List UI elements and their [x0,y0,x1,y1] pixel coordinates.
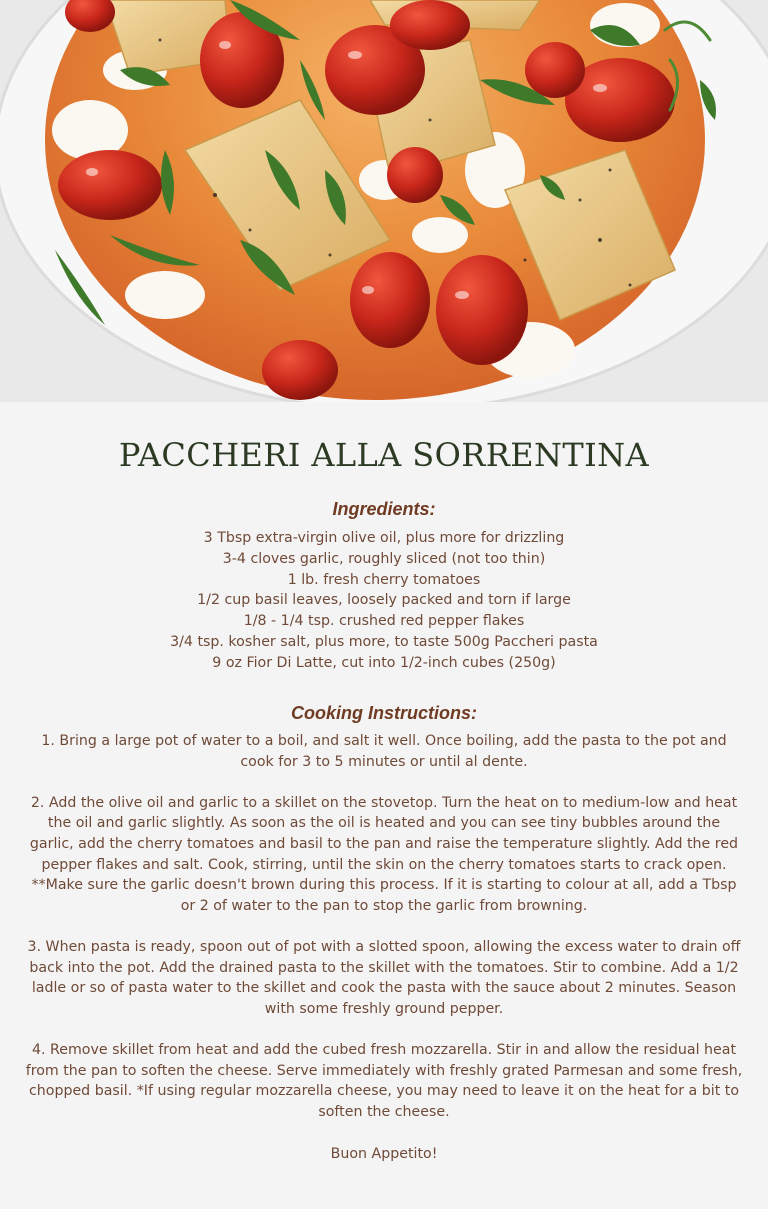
ingredients-list [20,528,748,674]
instruction-step: 1. Bring a large pot of water to a boil, and salt it well. Once boiling, add the pasta to the pot and cook for 3 to 5 minutes or until al dente. [41,733,727,770]
recipe-card [0,402,768,1209]
ingredient-item: 9 oz Fior Di Latte, cut into 1/2-inch cubes (250g) [212,654,556,671]
paccheri-dish-illustration [0,0,768,402]
instruction-step: 3. When pasta is ready, spoon out of pot with a slotted spoon, allowing the excess water to drain off back into the pot. Add the drained pasta to the skillet with the tomatoes. Stir to combine. Add a 1/2 ladle or so of pasta water to the skillet and cook the pasta with the sauce about 2 minutes. Season with some freshly ground pepper. [27,938,741,1017]
ingredient-item: 3/4 tsp. kosher salt, plus more, to taste 500g Paccheri pasta [170,633,598,650]
ingredient-item: 1/2 cup basil leaves, loosely packed and torn if large [197,592,571,609]
instruction-step: 4. Remove skillet from heat and add the cubed fresh mozzarella. Stir in and allow the residual heat from the pan to soften the cheese. Serve immediately with freshly grated Parmesan and some fresh, chopped basil. *If using regular mozzarella cheese, you may need to leave it on the heat for a bit to soften the cheese. [25,1041,743,1120]
ingredient-item: 3-4 cloves garlic, roughly sliced (not too thin) [222,550,546,567]
instruction-step: 2. Add the olive oil and garlic to a skillet on the stovetop. Turn the heat on to medium-low and heat the oil and garlic slightly. As soon as the oil is heated and you can see tiny bubbles around the garlic, add the cherry tomatoes and basil to the pan and raise the temperature slightly. Add the red pepper flakes and salt. Cook, stirring, until the skin on the cherry tomatoes starts to crack open. **Make sure the garlic doesn't brown during this process. If it is starting to colour at all, add a Tbsp or 2 of water to the pan to stop the garlic from browning. [29,794,739,914]
ingredient-item: 1 lb. fresh cherry tomatoes [287,571,481,588]
instructions-heading: Cooking Instructions: [291,703,477,723]
closing-line: Buon Appetito! [330,1146,438,1162]
ingredients-heading: Ingredients: [332,499,436,519]
recipe-title: PACCHERI ALLA SORRENTINA [118,436,650,474]
dish-photo [0,0,768,402]
instructions-list [24,731,744,1143]
ingredient-item: 1/8 - 1/4 tsp. crushed red pepper flakes [243,613,525,630]
ingredient-item: 3 Tbsp extra-virgin olive oil, plus more for drizzling [203,530,565,546]
